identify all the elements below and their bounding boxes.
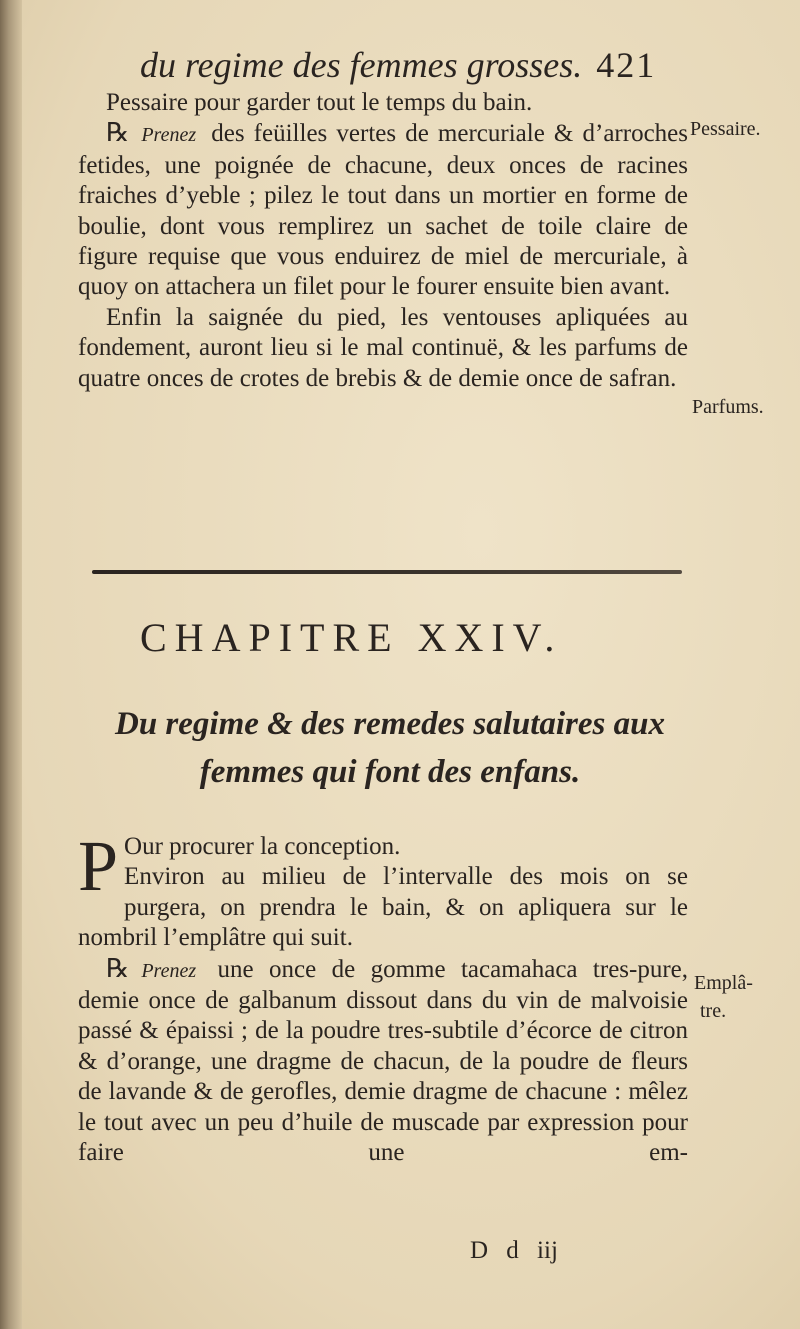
chapter-divider-rule: [92, 570, 682, 574]
recipe-symbol: ℞: [106, 118, 130, 148]
page-number: 421: [596, 45, 657, 85]
subtitle-line-1: Du regime & des remedes salutaires aux: [115, 706, 665, 742]
recipe-word: Prenez: [141, 124, 197, 147]
chapter-heading: CHAPITRE XXIV.: [140, 615, 563, 660]
running-title: du regime des femmes grosses.: [140, 45, 583, 85]
recipe-word-2: Prenez: [141, 959, 197, 982]
paragraph-saignee: Enfin la saignée du pied, les ventouses apliquées au fondement, auront lieu si le mal continuë, & les parfums de quatre onces de crotes de brebis & de demie once de safran.: [78, 303, 688, 392]
recipe-symbol-2: ℞: [106, 953, 130, 983]
section-1-text: [78, 88, 688, 394]
conception-heading-text: Our procurer la conception.: [124, 833, 401, 860]
chapter-subtitle: [85, 700, 695, 796]
margin-note-pessaire: Pessaire.: [690, 118, 761, 140]
section-2-text: [78, 826, 689, 1168]
signature-mark: D d iij: [470, 1237, 558, 1264]
margin-note-emplatre-1: Emplâ-: [694, 972, 753, 994]
recipe-paragraph-2: [78, 954, 688, 1169]
drop-cap: P: [78, 826, 119, 906]
paragraph-intervalle: Environ au milieu de l’intervalle des mois on se purgera, on prendra le bain, & on apliquera sur le nombril l’emplâtre qui suit.: [78, 863, 688, 952]
binding-gutter: [0, 0, 22, 1329]
subtitle-line-2: femmes qui font des enfans.: [199, 754, 581, 790]
conception-heading-line: [78, 826, 688, 906]
margin-note-parfums: Parfums.: [692, 396, 764, 418]
margin-note-emplatre-2: tre.: [700, 1000, 727, 1022]
running-head: [140, 42, 700, 88]
recipe-text: des feüilles vertes de mercuriale & d’arroches fetides, une poignée de chacune, deux onces de racines fraiches d’yeble ; pilez le tout dans un mortier en forme de boulie, dont vous remplirez un sachet de toile claire de figure requise que vous enduirez de miel de mercuriale, à quoy on attachera un filet pour le fourer ensuite bien avant.: [78, 120, 688, 301]
recipe-paragraph-1: [78, 118, 688, 302]
recipe-text-2: une once de gomme tacamahaca tres-pure, demie once de galbanum dissout dans du vin de malvoisie passé & épaissi ; de la poudre tres-subtile d’écorce de citron & d’orange, une dragme de chacun, de la poudre de fleurs de lavande & de gerofles, demie dragme de chacune : mêlez le tout avec un peu d’huile de muscade par expression pour faire une em-: [78, 955, 689, 1167]
pessaire-heading-line: Pessaire pour garder tout le temps du bain.: [106, 89, 533, 116]
